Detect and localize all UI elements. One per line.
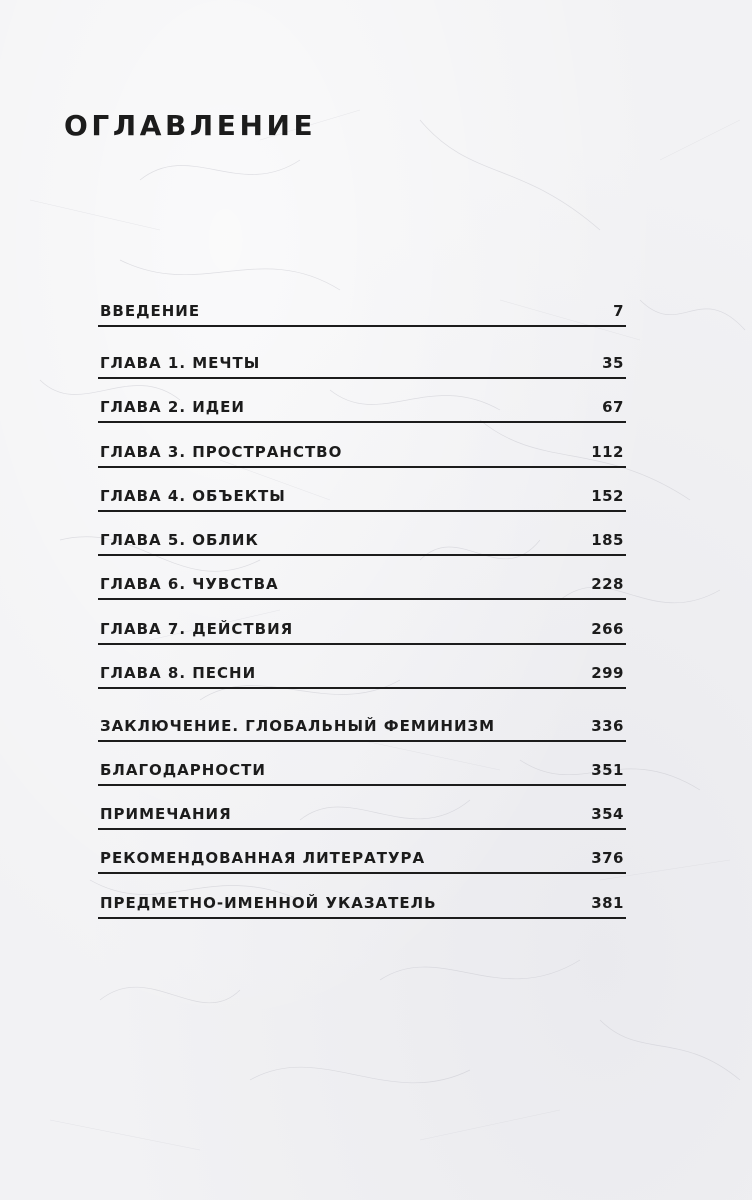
toc-entry-label: ГЛАВА 7. ДЕЙСТВИЯ (100, 620, 294, 638)
toc-entry-introduction (98, 300, 626, 327)
toc-entry-chapter-3 (98, 441, 626, 468)
toc-entry-acknowledgements (98, 759, 626, 786)
toc-entry-chapter-4 (98, 485, 626, 512)
toc-entry-label: ГЛАВА 5. ОБЛИК (100, 531, 259, 549)
toc-entry-page-number: 354 (591, 805, 624, 823)
page-title: ОГЛАВЛЕНИЕ (64, 109, 317, 142)
toc-entry-page-number: 381 (591, 894, 624, 912)
toc-entry-label: ГЛАВА 1. МЕЧТЫ (100, 354, 261, 372)
toc-entry-conclusion (98, 715, 626, 742)
toc-entry-label: БЛАГОДАРНОСТИ (100, 761, 266, 779)
toc-entry-label: ГЛАВА 6. ЧУВСТВА (100, 575, 279, 593)
toc-entry-page-number: 7 (613, 302, 624, 320)
toc-entry-page-number: 299 (591, 664, 624, 682)
toc-entry-page-number: 35 (602, 354, 624, 372)
toc-entry-page-number: 112 (591, 443, 624, 461)
toc-entry-label: ГЛАВА 3. ПРОСТРАНСТВО (100, 443, 343, 461)
toc-entry-page-number: 152 (591, 487, 624, 505)
toc-entry-chapter-8 (98, 662, 626, 689)
toc-entry-page-number: 351 (591, 761, 624, 779)
toc-entry-recommended-reading (98, 847, 626, 874)
toc-entry-label: ГЛАВА 2. ИДЕИ (100, 398, 245, 416)
toc-entry-index (98, 892, 626, 919)
toc-entry-label: ВВЕДЕНИЕ (100, 302, 201, 320)
toc-entry-page-number: 266 (591, 620, 624, 638)
toc-entry-chapter-6 (98, 573, 626, 600)
toc-entry-label: ГЛАВА 8. ПЕСНИ (100, 664, 257, 682)
toc-entry-notes (98, 803, 626, 830)
toc-entry-label: ГЛАВА 4. ОБЪЕКТЫ (100, 487, 286, 505)
toc-entry-label: РЕКОМЕНДОВАННАЯ ЛИТЕРАТУРА (100, 849, 426, 867)
toc-entry-page-number: 376 (591, 849, 624, 867)
toc-entry-page-number: 67 (602, 398, 624, 416)
toc-entry-page-number: 185 (591, 531, 624, 549)
toc-entry-chapter-1 (98, 352, 626, 379)
toc-entry-page-number: 336 (591, 717, 624, 735)
toc-entry-page-number: 228 (591, 575, 624, 593)
toc-entry-chapter-2 (98, 396, 626, 423)
toc-entry-label: ЗАКЛЮЧЕНИЕ. ГЛОБАЛЬНЫЙ ФЕМИНИЗМ (100, 717, 496, 735)
toc-entry-chapter-5 (98, 529, 626, 556)
toc-entry-label: ПРИМЕЧАНИЯ (100, 805, 232, 823)
toc-entry-chapter-7 (98, 618, 626, 645)
toc-entry-label: ПРЕДМЕТНО-ИМЕННОЙ УКАЗАТЕЛЬ (100, 894, 437, 912)
